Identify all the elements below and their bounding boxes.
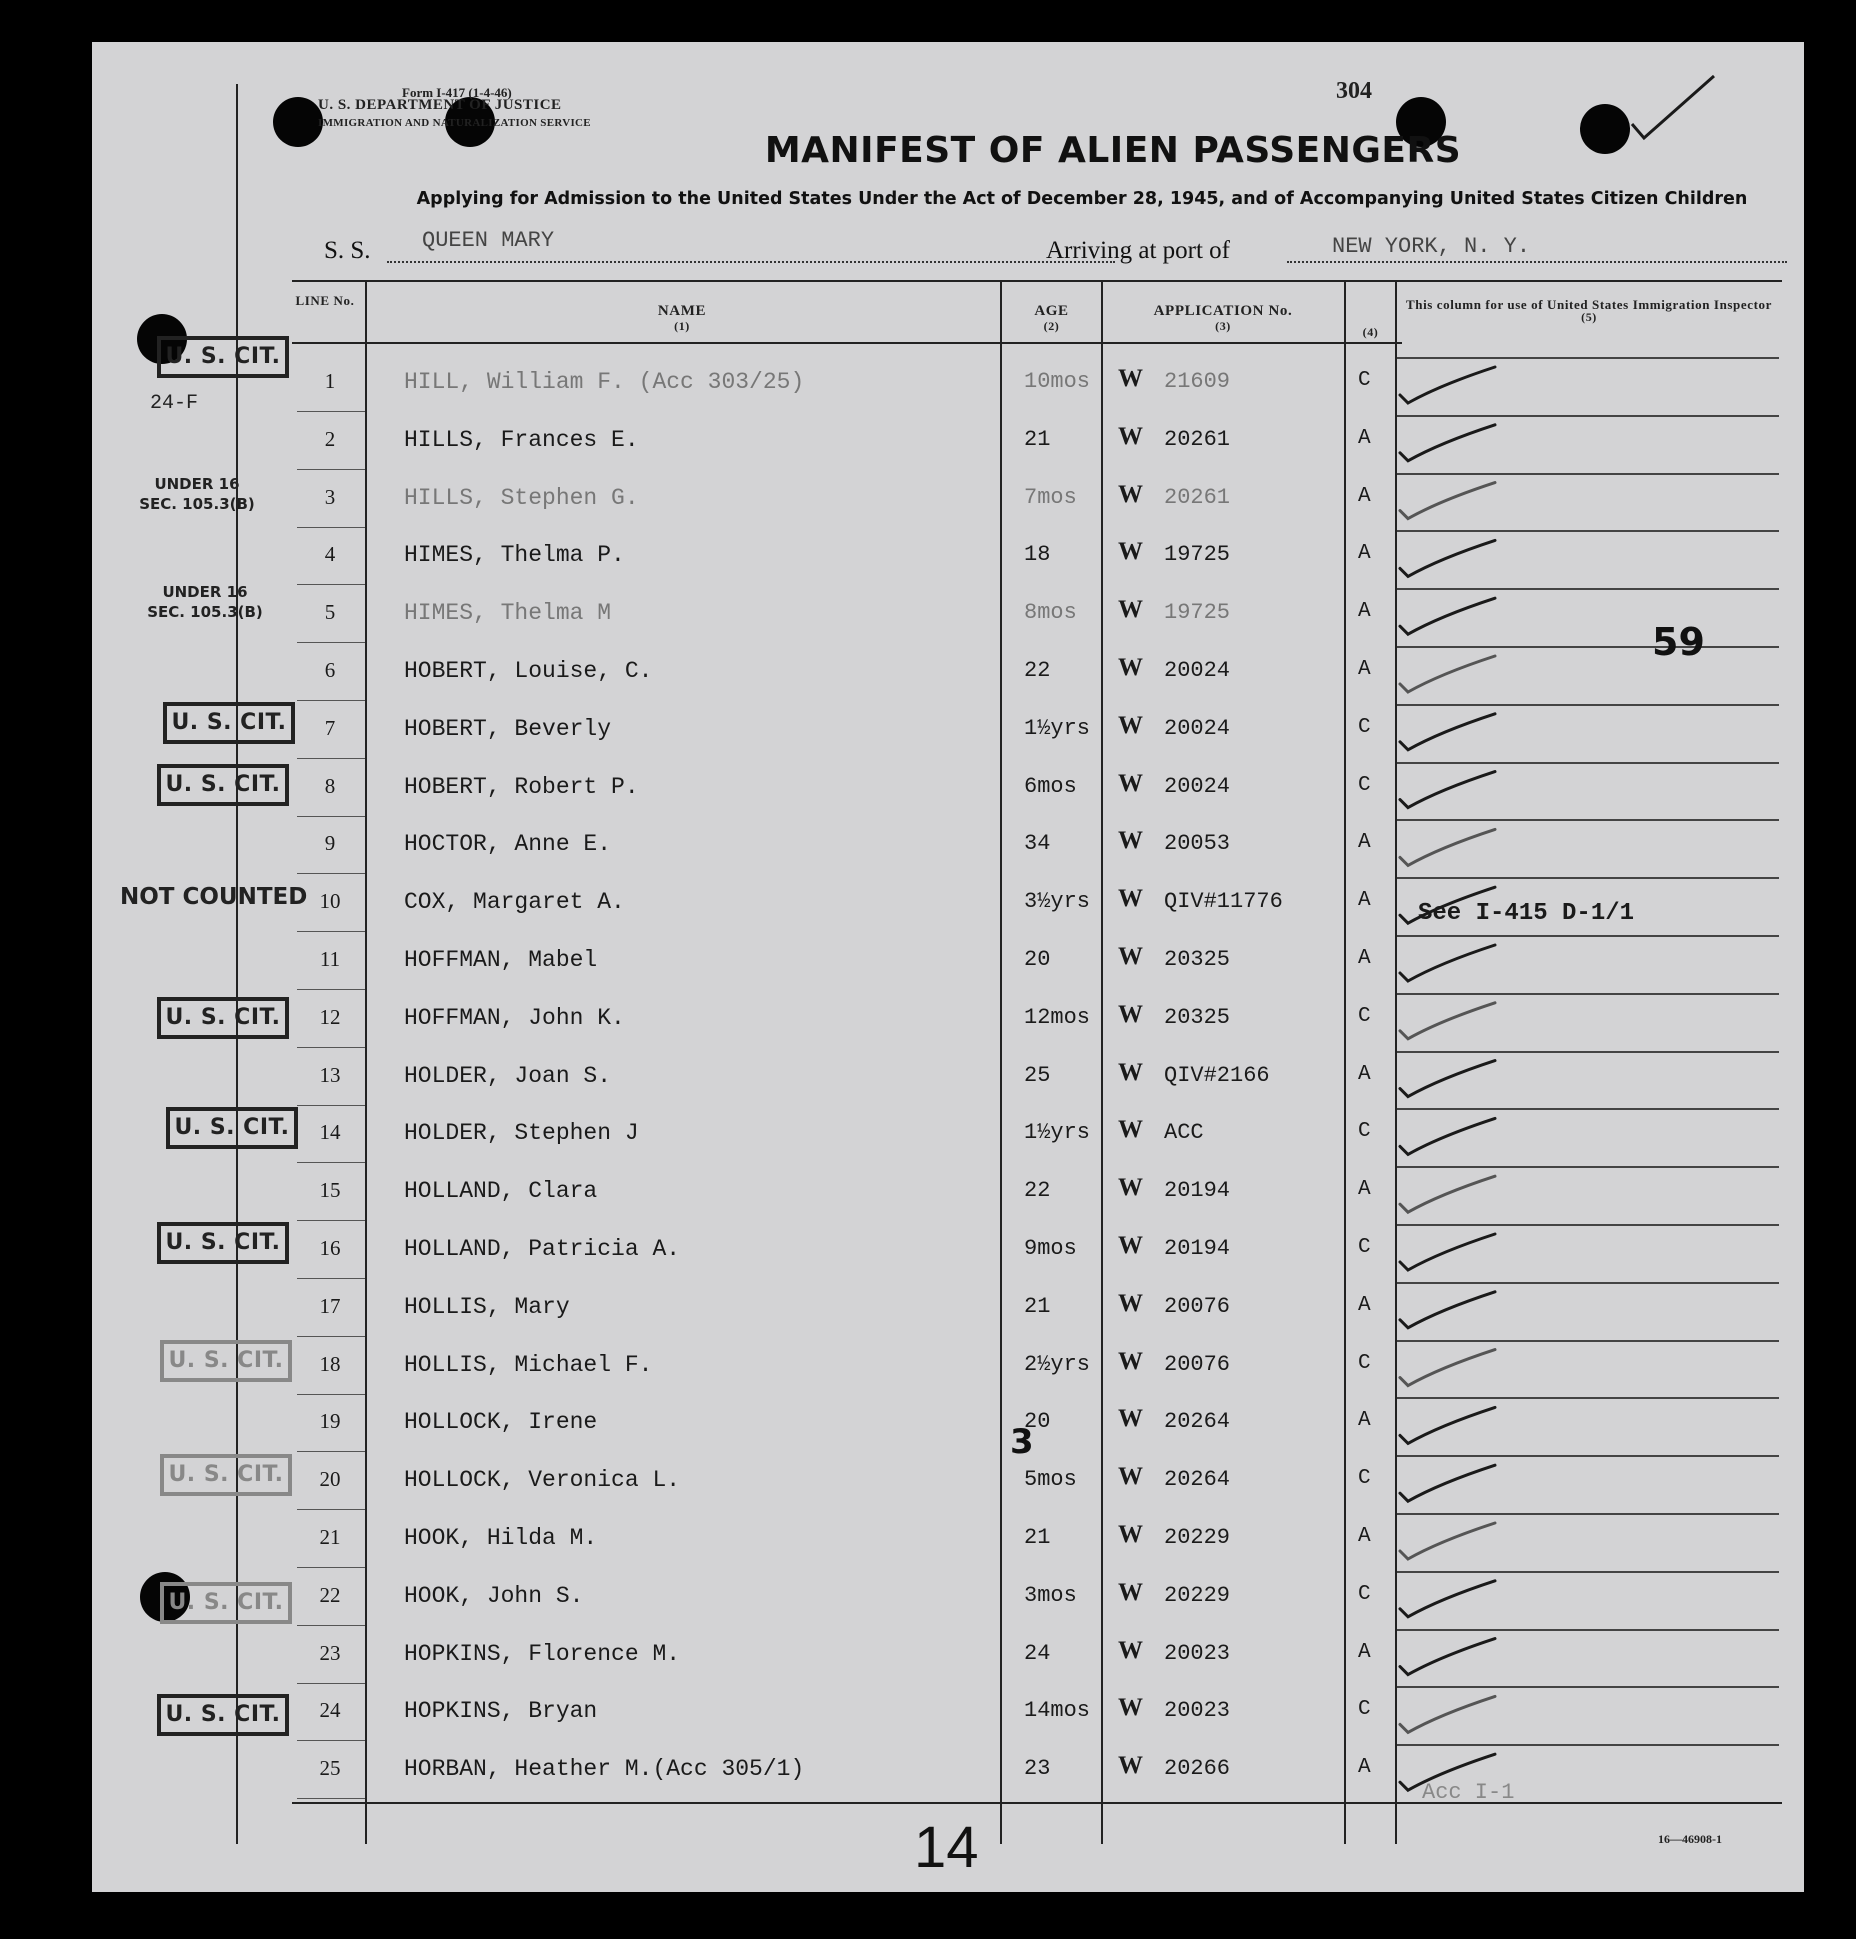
row-app-prefix: W	[1118, 1116, 1143, 1143]
row-line-number: 13	[319, 1063, 341, 1087]
row-name: HOOK, John S.	[404, 1583, 584, 1609]
not-counted-stamp: NOT COUNTED	[120, 884, 308, 910]
row-name: HIMES, Thelma P.	[404, 542, 625, 568]
row-application-number: 20194	[1164, 1178, 1231, 1203]
row-application-number: 20024	[1164, 658, 1231, 683]
row-name: HOLLAND, Clara	[404, 1178, 598, 1204]
row-code: C	[1358, 1583, 1371, 1606]
checkmark	[1400, 656, 1495, 692]
port-name: NEW YORK, N. Y.	[1332, 234, 1531, 259]
row-application-number: 20076	[1164, 1294, 1231, 1319]
row-application-number: 20266	[1164, 1756, 1231, 1781]
col-inspector-number: (5)	[1581, 310, 1597, 324]
row-line-number: 6	[324, 658, 336, 682]
section-label: SEC. 105.3(B)	[147, 603, 263, 621]
row-application-number: 20264	[1164, 1467, 1231, 1492]
row-app-prefix: W	[1118, 1694, 1143, 1721]
row-code: C	[1358, 1467, 1371, 1490]
row-code: A	[1358, 485, 1371, 508]
checkmark	[1400, 367, 1495, 403]
under-16-label: UNDER 16	[162, 583, 248, 601]
row-app-prefix: W	[1118, 423, 1143, 450]
age-correction-mark: 3	[1010, 1422, 1034, 1462]
row-app-prefix: W	[1118, 1059, 1143, 1086]
row-code: C	[1358, 774, 1371, 797]
row-age: 24	[1024, 1641, 1051, 1666]
row-name: HOCTOR, Anne E.	[404, 831, 612, 857]
checkmark	[1400, 1003, 1495, 1039]
row-code: A	[1358, 1294, 1371, 1317]
row-application-number: 21609	[1164, 369, 1231, 394]
side-note: 24-F	[150, 392, 199, 415]
checkmark	[1632, 76, 1714, 138]
row-age: 20	[1024, 947, 1051, 972]
page-title: MANIFEST OF ALIEN PASSENGERS	[764, 130, 1462, 171]
row-application-number: 20024	[1164, 716, 1231, 741]
us-cit-stamp: U. S. CIT.	[166, 1107, 298, 1149]
row-application-number: 20229	[1164, 1525, 1231, 1550]
row-app-prefix: W	[1118, 885, 1143, 912]
row-app-prefix: W	[1118, 1405, 1143, 1432]
row-application-number: QIV#2166	[1164, 1063, 1270, 1088]
row-app-prefix: W	[1118, 770, 1143, 797]
row-app-prefix: W	[1118, 1637, 1143, 1664]
col-application-number: (3)	[1215, 319, 1231, 333]
col-name-number: (1)	[674, 319, 690, 333]
ship-label: S. S.	[324, 237, 371, 264]
us-cit-stamp: U. S. CIT.	[160, 1340, 292, 1382]
checkmark	[1400, 1234, 1495, 1270]
row-app-prefix: W	[1118, 1463, 1143, 1490]
under-16-label: UNDER 16	[154, 475, 240, 493]
row-app-prefix: W	[1118, 596, 1143, 623]
row-code: A	[1358, 427, 1371, 450]
row-app-prefix: W	[1118, 1348, 1143, 1375]
under-16-stamp	[140, 582, 270, 622]
row-app-prefix: W	[1118, 1001, 1143, 1028]
us-cit-stamp: U. S. CIT.	[160, 1454, 292, 1496]
port-label: Arriving at port of	[1046, 237, 1230, 264]
row-app-prefix: W	[1118, 1290, 1143, 1317]
col-4-number: (4)	[1362, 325, 1379, 339]
row-name: HOLLIS, Michael F.	[404, 1352, 653, 1378]
col-line-no: LINE No.	[295, 293, 355, 308]
col-age-label: AGE	[1034, 303, 1069, 319]
row-age: 3½yrs	[1024, 889, 1091, 914]
row-line-number: 21	[319, 1525, 341, 1549]
checkmark	[1400, 1581, 1495, 1617]
col-age-number: (2)	[1043, 319, 1060, 333]
department-name: U. S. DEPARTMENT OF JUSTICE	[318, 97, 562, 113]
checkmark	[1400, 1407, 1495, 1443]
checkmark	[1400, 483, 1495, 519]
checkmark	[1400, 1523, 1495, 1559]
row-application-number: 20023	[1164, 1641, 1231, 1666]
row-age: 21	[1024, 1294, 1051, 1319]
row-code: C	[1358, 1120, 1371, 1143]
row-age: 21	[1024, 1525, 1051, 1550]
row-age: 20	[1024, 1409, 1051, 1434]
checkmark	[1400, 1350, 1495, 1386]
row-age: 10mos	[1024, 369, 1091, 394]
under-16-stamp	[132, 474, 262, 514]
row-line-number: 19	[319, 1409, 341, 1433]
manifest-sheet	[92, 42, 1804, 1892]
row-line-number: 7	[324, 716, 336, 740]
row-line-number: 5	[324, 600, 336, 624]
checkmark	[1400, 714, 1495, 750]
row-app-prefix: W	[1118, 712, 1143, 739]
inspector-note: See I-415 D-1/1	[1418, 900, 1635, 927]
row-code: C	[1358, 1005, 1371, 1028]
handwritten-page-number: 14	[914, 1815, 979, 1880]
row-application-number: 20325	[1164, 1005, 1231, 1030]
row-age: 14mos	[1024, 1698, 1091, 1723]
row-code: A	[1358, 1178, 1371, 1201]
checkmark	[1400, 829, 1495, 865]
row-age: 3mos	[1024, 1583, 1077, 1608]
row-application-number: 20261	[1164, 485, 1231, 510]
service-name: IMMIGRATION AND NATURALIZATION SERVICE	[318, 117, 591, 129]
col-name-label: NAME	[657, 303, 707, 319]
row-line-number: 1	[324, 369, 336, 393]
us-cit-stamp: U. S. CIT.	[157, 1222, 289, 1264]
row-application-number: 20024	[1164, 774, 1231, 799]
row-app-prefix: W	[1118, 1521, 1143, 1548]
row-code: A	[1358, 889, 1371, 912]
checkmark	[1400, 1176, 1495, 1212]
row-name: HOLLOCK, Veronica L.	[404, 1467, 681, 1493]
row-app-prefix: W	[1118, 481, 1143, 508]
row-name: HILLS, Stephen G.	[404, 485, 639, 511]
row-line-number: 14	[319, 1120, 341, 1144]
row-code: C	[1358, 369, 1371, 392]
row-age: 22	[1024, 658, 1051, 683]
checkmark	[1400, 1061, 1495, 1097]
row-name: HOBERT, Beverly	[404, 716, 612, 742]
row-name: HORBAN, Heather M.(Acc 305/1)	[404, 1756, 805, 1782]
row-code: C	[1358, 1236, 1371, 1259]
row-app-prefix: W	[1118, 827, 1143, 854]
row-age: 5mos	[1024, 1467, 1077, 1492]
row-age: 9mos	[1024, 1236, 1077, 1261]
us-cit-stamp: U. S. CIT.	[157, 1694, 289, 1736]
row-age: 2½yrs	[1024, 1352, 1091, 1377]
row-code: A	[1358, 658, 1371, 681]
row-name: HOLLAND, Patricia A.	[404, 1236, 681, 1262]
row-line-number: 17	[319, 1294, 341, 1318]
row-name: HOBERT, Robert P.	[404, 774, 639, 800]
row-app-prefix: W	[1118, 1232, 1143, 1259]
row-age: 1½yrs	[1024, 716, 1091, 741]
footer-code: 16—46908-1	[1658, 1832, 1722, 1846]
page-number: 304	[1336, 78, 1372, 104]
row-name: HOLDER, Joan S.	[404, 1063, 612, 1089]
us-cit-stamp: U. S. CIT.	[157, 336, 289, 378]
row-code: C	[1358, 716, 1371, 739]
row-name: HOPKINS, Bryan	[404, 1698, 598, 1724]
row-code: A	[1358, 542, 1371, 565]
row-line-number: 9	[324, 831, 336, 855]
row-age: 1½yrs	[1024, 1120, 1091, 1145]
col-inspector-label: This column for use of United States Immigration Inspector	[1405, 297, 1773, 312]
section-label: SEC. 105.3(B)	[139, 495, 255, 513]
row-name: HOPKINS, Florence M.	[404, 1641, 681, 1667]
row-age: 34	[1024, 831, 1051, 856]
row-application-number: 20076	[1164, 1352, 1231, 1377]
row-app-prefix: W	[1118, 1752, 1143, 1779]
row-name: HOOK, Hilda M.	[404, 1525, 598, 1551]
row-age: 12mos	[1024, 1005, 1091, 1030]
us-cit-stamp: U. S. CIT.	[157, 764, 289, 806]
row-name: HOBERT, Louise, C.	[404, 658, 653, 684]
row-app-prefix: W	[1118, 538, 1143, 565]
row-line-number: 16	[319, 1236, 341, 1260]
row-application-number: ACC	[1164, 1120, 1204, 1145]
checkmark	[1400, 540, 1495, 576]
row-line-number: 4	[324, 542, 336, 566]
row-age: 8mos	[1024, 600, 1077, 625]
row-code: C	[1358, 1698, 1371, 1721]
checkmark	[1400, 1639, 1495, 1675]
row-line-number: 20	[319, 1467, 341, 1491]
tally-number: 59	[1652, 620, 1705, 664]
us-cit-stamp: U. S. CIT.	[157, 997, 289, 1039]
inspector-checkmarks	[92, 42, 1804, 1892]
row-application-number: 20023	[1164, 1698, 1231, 1723]
row-name: HOFFMAN, Mabel	[404, 947, 598, 973]
us-cit-stamp: U. S. CIT.	[163, 702, 295, 744]
row-app-prefix: W	[1118, 1174, 1143, 1201]
row-age: 23	[1024, 1756, 1051, 1781]
row-application-number: 20053	[1164, 831, 1231, 856]
row-line-number: 2	[324, 427, 336, 451]
row-application-number: 19725	[1164, 600, 1231, 625]
row-application-number: 20264	[1164, 1409, 1231, 1434]
row-application-number: 20194	[1164, 1236, 1231, 1261]
row-name: HILL, William F. (Acc 303/25)	[404, 369, 805, 395]
checkmark	[1400, 1696, 1495, 1732]
checkmark	[1400, 598, 1495, 634]
row-line-number: 11	[319, 947, 341, 971]
ship-name: QUEEN MARY	[422, 228, 555, 253]
row-line-number: 8	[324, 774, 336, 798]
page-subtitle: Applying for Admission to the United States Under the Act of December 28, 1945, and of Accompanying United States Citizen Children	[416, 189, 1748, 209]
row-application-number: 20229	[1164, 1583, 1231, 1608]
checkmark	[1400, 772, 1495, 808]
row-application-number: 20261	[1164, 427, 1231, 452]
row-name: HOLLIS, Mary	[404, 1294, 570, 1320]
row-name: HIMES, Thelma M	[404, 600, 612, 626]
form-number: Form I-417 (1-4-46)	[402, 85, 512, 100]
row-line-number: 12	[319, 1005, 341, 1029]
checkmark	[1400, 425, 1495, 461]
row-code: A	[1358, 1641, 1371, 1664]
row-application-number: QIV#11776	[1164, 889, 1283, 914]
checkmark	[1400, 1465, 1495, 1501]
row-line-number: 22	[319, 1583, 341, 1607]
row-line-number: 3	[324, 485, 336, 509]
row-name: HILLS, Frances E.	[404, 427, 639, 453]
row-age: 25	[1024, 1063, 1051, 1088]
row-name: HOLLOCK, Irene	[404, 1409, 598, 1435]
row-app-prefix: W	[1118, 654, 1143, 681]
row-app-prefix: W	[1118, 1579, 1143, 1606]
col-application-label: APPLICATION No.	[1153, 303, 1293, 319]
row-application-number: 19725	[1164, 542, 1231, 567]
checkmark	[1400, 945, 1495, 981]
inspector-note-faint: Acc I-1	[1422, 1780, 1515, 1805]
row-line-number: 18	[319, 1352, 341, 1376]
row-code: A	[1358, 947, 1371, 970]
row-code: A	[1358, 1409, 1371, 1432]
row-age: 22	[1024, 1178, 1051, 1203]
us-cit-stamp: U. S. CIT.	[160, 1582, 292, 1624]
row-code: A	[1358, 1063, 1371, 1086]
row-code: A	[1358, 600, 1371, 623]
checkmark	[1400, 1118, 1495, 1154]
row-code: A	[1358, 1756, 1371, 1779]
row-application-number: 20325	[1164, 947, 1231, 972]
row-code: A	[1358, 1525, 1371, 1548]
row-name: COX, Margaret A.	[404, 889, 625, 915]
row-age: 6mos	[1024, 774, 1077, 799]
row-age: 21	[1024, 427, 1051, 452]
row-code: C	[1358, 1352, 1371, 1375]
row-app-prefix: W	[1118, 365, 1143, 392]
row-line-number: 24	[319, 1698, 341, 1722]
row-name: HOFFMAN, John K.	[404, 1005, 625, 1031]
row-age: 18	[1024, 542, 1051, 567]
row-name: HOLDER, Stephen J	[404, 1120, 639, 1146]
row-line-number: 15	[319, 1178, 341, 1202]
row-age: 7mos	[1024, 485, 1077, 510]
row-app-prefix: W	[1118, 943, 1143, 970]
row-line-number: 10	[319, 889, 341, 913]
row-line-number: 23	[319, 1641, 341, 1665]
checkmark	[1400, 1292, 1495, 1328]
row-line-number: 25	[319, 1756, 341, 1780]
row-code: A	[1358, 831, 1371, 854]
